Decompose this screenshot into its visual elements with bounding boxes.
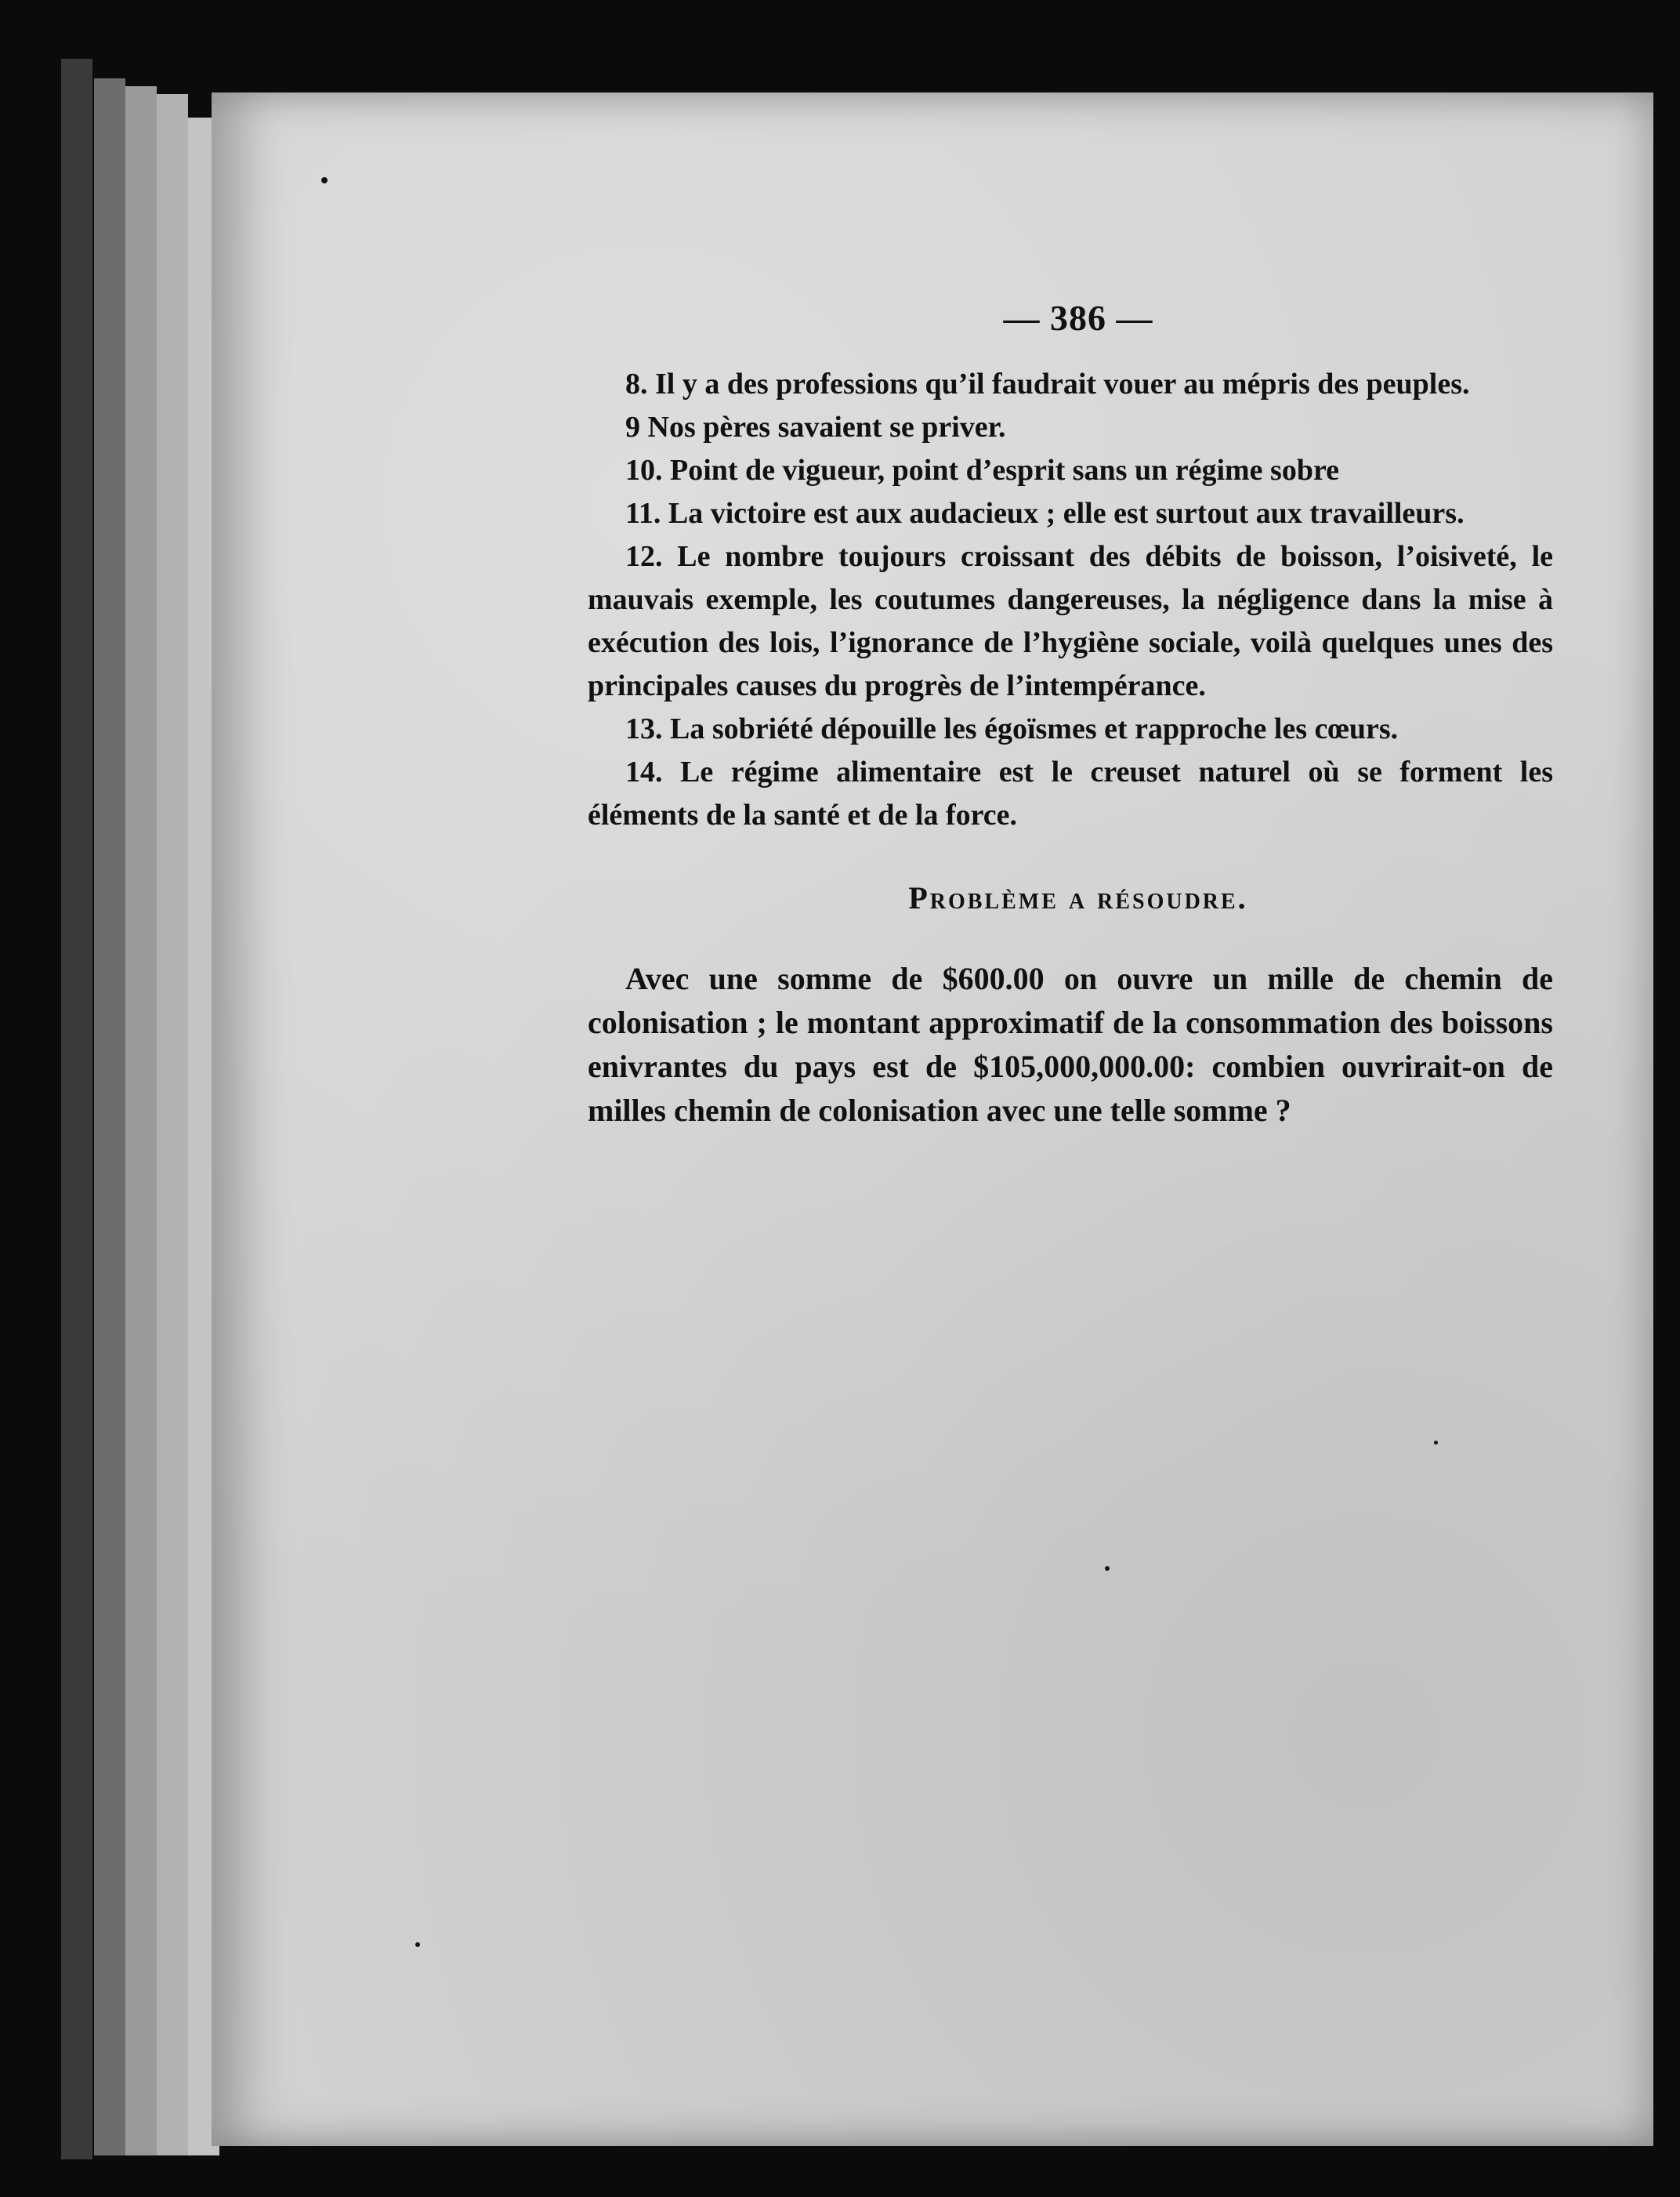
speck	[415, 1942, 420, 1947]
page-stack-edge	[125, 86, 157, 2155]
maxim-11: 11. La victoire est aux audacieux ; elle est surtout aux travailleurs.	[625, 497, 1465, 530]
page-stack-edge	[94, 78, 125, 2155]
speck	[321, 177, 328, 183]
maxim-9: 9 Nos pères savaient se priver.	[625, 411, 1006, 444]
maxim-10: 10. Point de vigueur, point d’esprit sans un régime sobre	[625, 454, 1340, 487]
page-stack-edge	[157, 94, 188, 2155]
maxim-12: 12. Le nombre toujours croissant des débits de boisson, l’oisiveté, le mauvais exemple, les coutumes dangereuses, la négligence dans la mise à exécution des lois, l’ignorance de l’hygiène sociale, voilà quelques unes des principales causes du progrès de l’intempérance.	[588, 540, 1553, 702]
page-content	[588, 296, 1553, 1133]
maxim-8: 8. Il y a des professions qu’il faudrait vouer au mépris des peuples.	[625, 368, 1470, 401]
speck	[1434, 1441, 1438, 1445]
book-page	[212, 92, 1653, 2146]
maxim-13: 13. La sobriété dépouille les égoïsmes et rapproche les cœurs.	[625, 712, 1399, 745]
section-title: Problème a résoudre.	[908, 880, 1248, 915]
problem-text: Avec une somme de $600.00 on ouvre un mille de chemin de colonisation ; le montant approximatif de la consommation des boissons enivrantes du pays est de $105,000,000.00: combien ouvrirait-on de milles chemin de colonisation avec une telle somme ?	[588, 961, 1553, 1128]
page-number: — 386 —	[1003, 298, 1153, 338]
maxim-14: 14. Le régime alimentaire est le creuset naturel où se forment les éléments de la santé et de la force.	[588, 756, 1553, 832]
speck	[1105, 1566, 1110, 1571]
page-stack-edge	[61, 59, 92, 2159]
